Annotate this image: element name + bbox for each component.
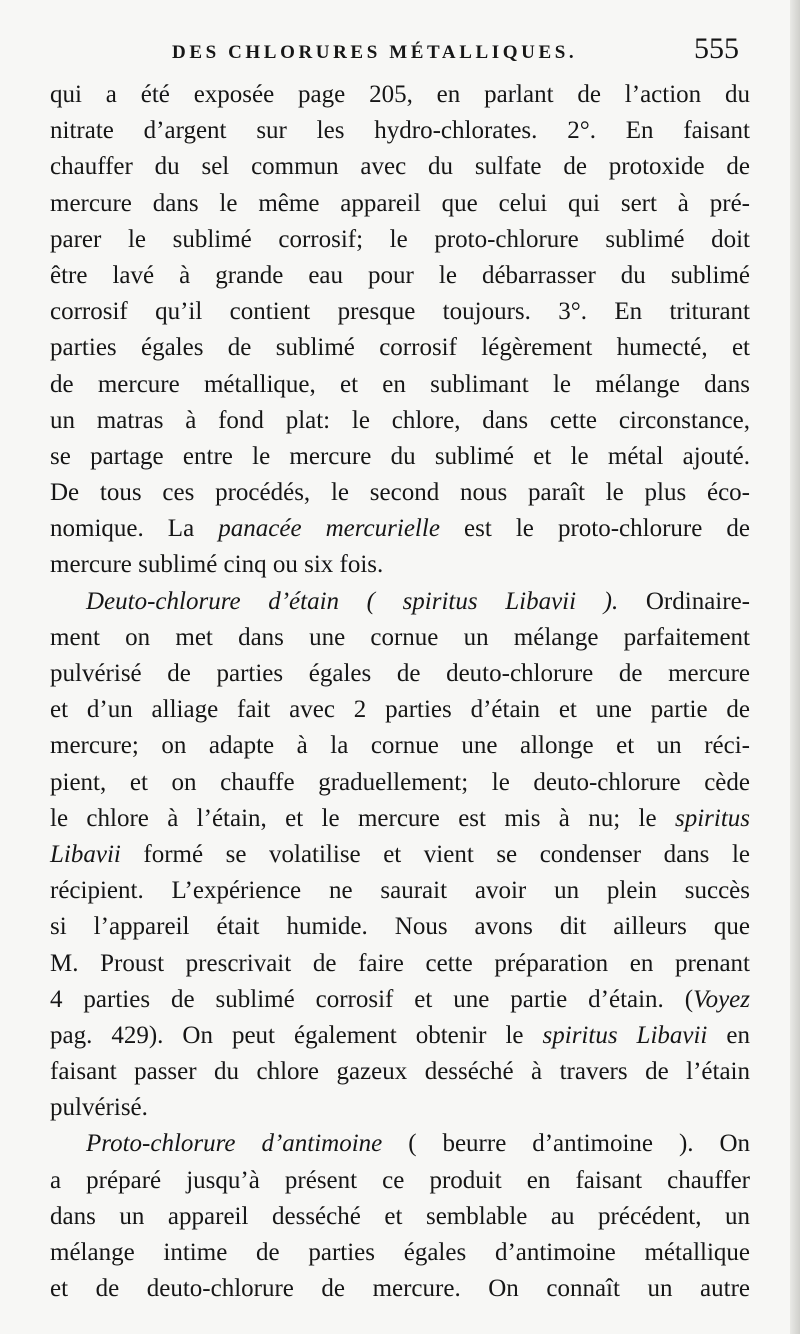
- text-line: [50, 186, 750, 222]
- text-segment: Ordinaire-: [618, 587, 750, 615]
- text-segment: ( beurre d’antimoine ). On: [382, 1130, 750, 1158]
- text-line: [50, 294, 750, 330]
- italic-text: panacée mercurielle: [218, 515, 440, 543]
- page-number: 555: [694, 32, 739, 65]
- text-line: [50, 620, 750, 656]
- text-line: [50, 1271, 750, 1307]
- text-line: [50, 1018, 750, 1054]
- text-line: [50, 1235, 750, 1271]
- text-line: [50, 222, 750, 258]
- text-segment: dans un appareil desséché et semblable au précédent, un: [50, 1202, 750, 1230]
- body-text: [50, 77, 750, 1307]
- text-line: [50, 367, 750, 403]
- text-segment: nitrate d’argent sur les hydro-chlorates. 2°. En faisant: [50, 117, 750, 145]
- text-line: [50, 403, 750, 439]
- text-segment: se partage entre le mercure du sublimé et le métal ajouté.: [50, 442, 750, 470]
- text-segment: chauffer du sel commun avec du sulfate de protoxide de: [50, 153, 750, 181]
- text-line: [50, 692, 750, 728]
- text-line: [50, 584, 750, 620]
- text-line: [50, 149, 750, 185]
- text-segment: pient, et on chauffe graduellement; le deuto-chlorure cède: [50, 768, 750, 796]
- text-segment: parties égales de sublimé corrosif légèrement humecté, et: [50, 334, 750, 362]
- text-line: [50, 873, 750, 909]
- text-line: [50, 547, 750, 583]
- text-segment: ment on met dans une cornue un mélange parfaitement: [50, 623, 750, 651]
- text-line: [50, 1126, 750, 1162]
- text-segment: De tous ces procédés, le second nous paraît le plus éco-: [50, 479, 750, 507]
- text-line: [50, 1163, 750, 1199]
- text-segment: et de deuto-chlorure de mercure. On connaît un autre: [50, 1275, 750, 1303]
- text-line: [50, 728, 750, 764]
- text-line: [50, 946, 750, 982]
- text-segment: mercure sublimé cinq ou six fois.: [50, 551, 384, 579]
- text-segment: est le proto-chlorure de: [439, 515, 750, 543]
- text-line: [50, 258, 750, 294]
- text-line: [50, 765, 750, 801]
- page-edge-shadow: [790, 0, 800, 1334]
- text-line: [50, 113, 750, 149]
- text-line: [50, 330, 750, 366]
- text-segment: de mercure métallique, et en sublimant le mélange dans: [50, 370, 750, 398]
- italic-text: spiritus: [674, 804, 750, 832]
- text-segment: formé se volatilise et vient se condenser dans le: [120, 840, 750, 868]
- text-line: [50, 1054, 750, 1090]
- italic-text: Deuto-chlorure d’étain ( spiritus Libavii ).: [86, 587, 619, 615]
- text-line: [50, 475, 750, 511]
- text-line: [50, 801, 750, 837]
- text-segment: M. Proust prescrivait de faire cette préparation en prenant: [50, 949, 750, 977]
- text-line: [50, 1199, 750, 1235]
- text-segment: corrosif qu’il contient presque toujours. 3°. En triturant: [50, 298, 750, 326]
- text-line: [50, 656, 750, 692]
- text-segment: mercure dans le même appareil que celui qui sert à pré-: [50, 189, 750, 217]
- text-segment: parer le sublimé corrosif; le proto-chlorure sublimé doit: [50, 225, 750, 253]
- text-line: [50, 909, 750, 945]
- text-segment: le chlore à l’étain, et le mercure est mis à nu; le: [50, 804, 675, 832]
- text-line: [50, 837, 750, 873]
- text-segment: si l’appareil était humide. Nous avons dit ailleurs que: [50, 913, 750, 941]
- text-segment: mélange intime de parties égales d’antimoine métallique: [50, 1239, 750, 1266]
- italic-text: Proto-chlorure d’antimoine: [86, 1130, 383, 1158]
- text-segment: et d’un alliage fait avec 2 parties d’étain et une partie de: [50, 696, 750, 724]
- italic-text: Libavii: [50, 840, 121, 868]
- text-line: [50, 1090, 750, 1126]
- text-segment: pulvérisé.: [50, 1094, 148, 1122]
- text-segment: récipient. L’expérience ne saurait avoir un plein succès: [50, 877, 750, 905]
- running-head: DES CHLORURES MÉTALLIQUES.: [172, 42, 578, 63]
- text-line: [50, 511, 750, 547]
- text-segment: nomique. La: [50, 515, 219, 543]
- italic-text: Voyez: [693, 985, 750, 1013]
- italic-text: spiritus Libavii: [542, 1021, 708, 1049]
- text-line: [50, 439, 750, 475]
- text-line: [50, 982, 750, 1018]
- text-segment: pag. 429). On peut également obtenir le: [50, 1021, 543, 1049]
- text-segment: qui a été exposée page 205, en parlant de l’action du: [50, 81, 750, 108]
- text-segment: un matras à fond plat: le chlore, dans cette circonstance,: [50, 406, 750, 434]
- text-segment: en: [707, 1021, 750, 1049]
- text-segment: faisant passer du chlore gazeux desséché à travers de l’étain: [50, 1058, 750, 1086]
- text-segment: 4 parties de sublimé corrosif et une partie d’étain. (: [50, 985, 694, 1013]
- text-segment: être lavé à grande eau pour le débarrasser du sublimé: [50, 261, 750, 289]
- text-line: [50, 77, 750, 113]
- text-segment: pulvérisé de parties égales de deuto-chlorure de mercure: [50, 660, 750, 687]
- text-segment: mercure; on adapte à la cornue une allonge et un réci-: [50, 732, 750, 760]
- page-header: [0, 30, 800, 70]
- text-segment: a préparé jusqu’à présent ce produit en faisant chauffer: [50, 1166, 750, 1194]
